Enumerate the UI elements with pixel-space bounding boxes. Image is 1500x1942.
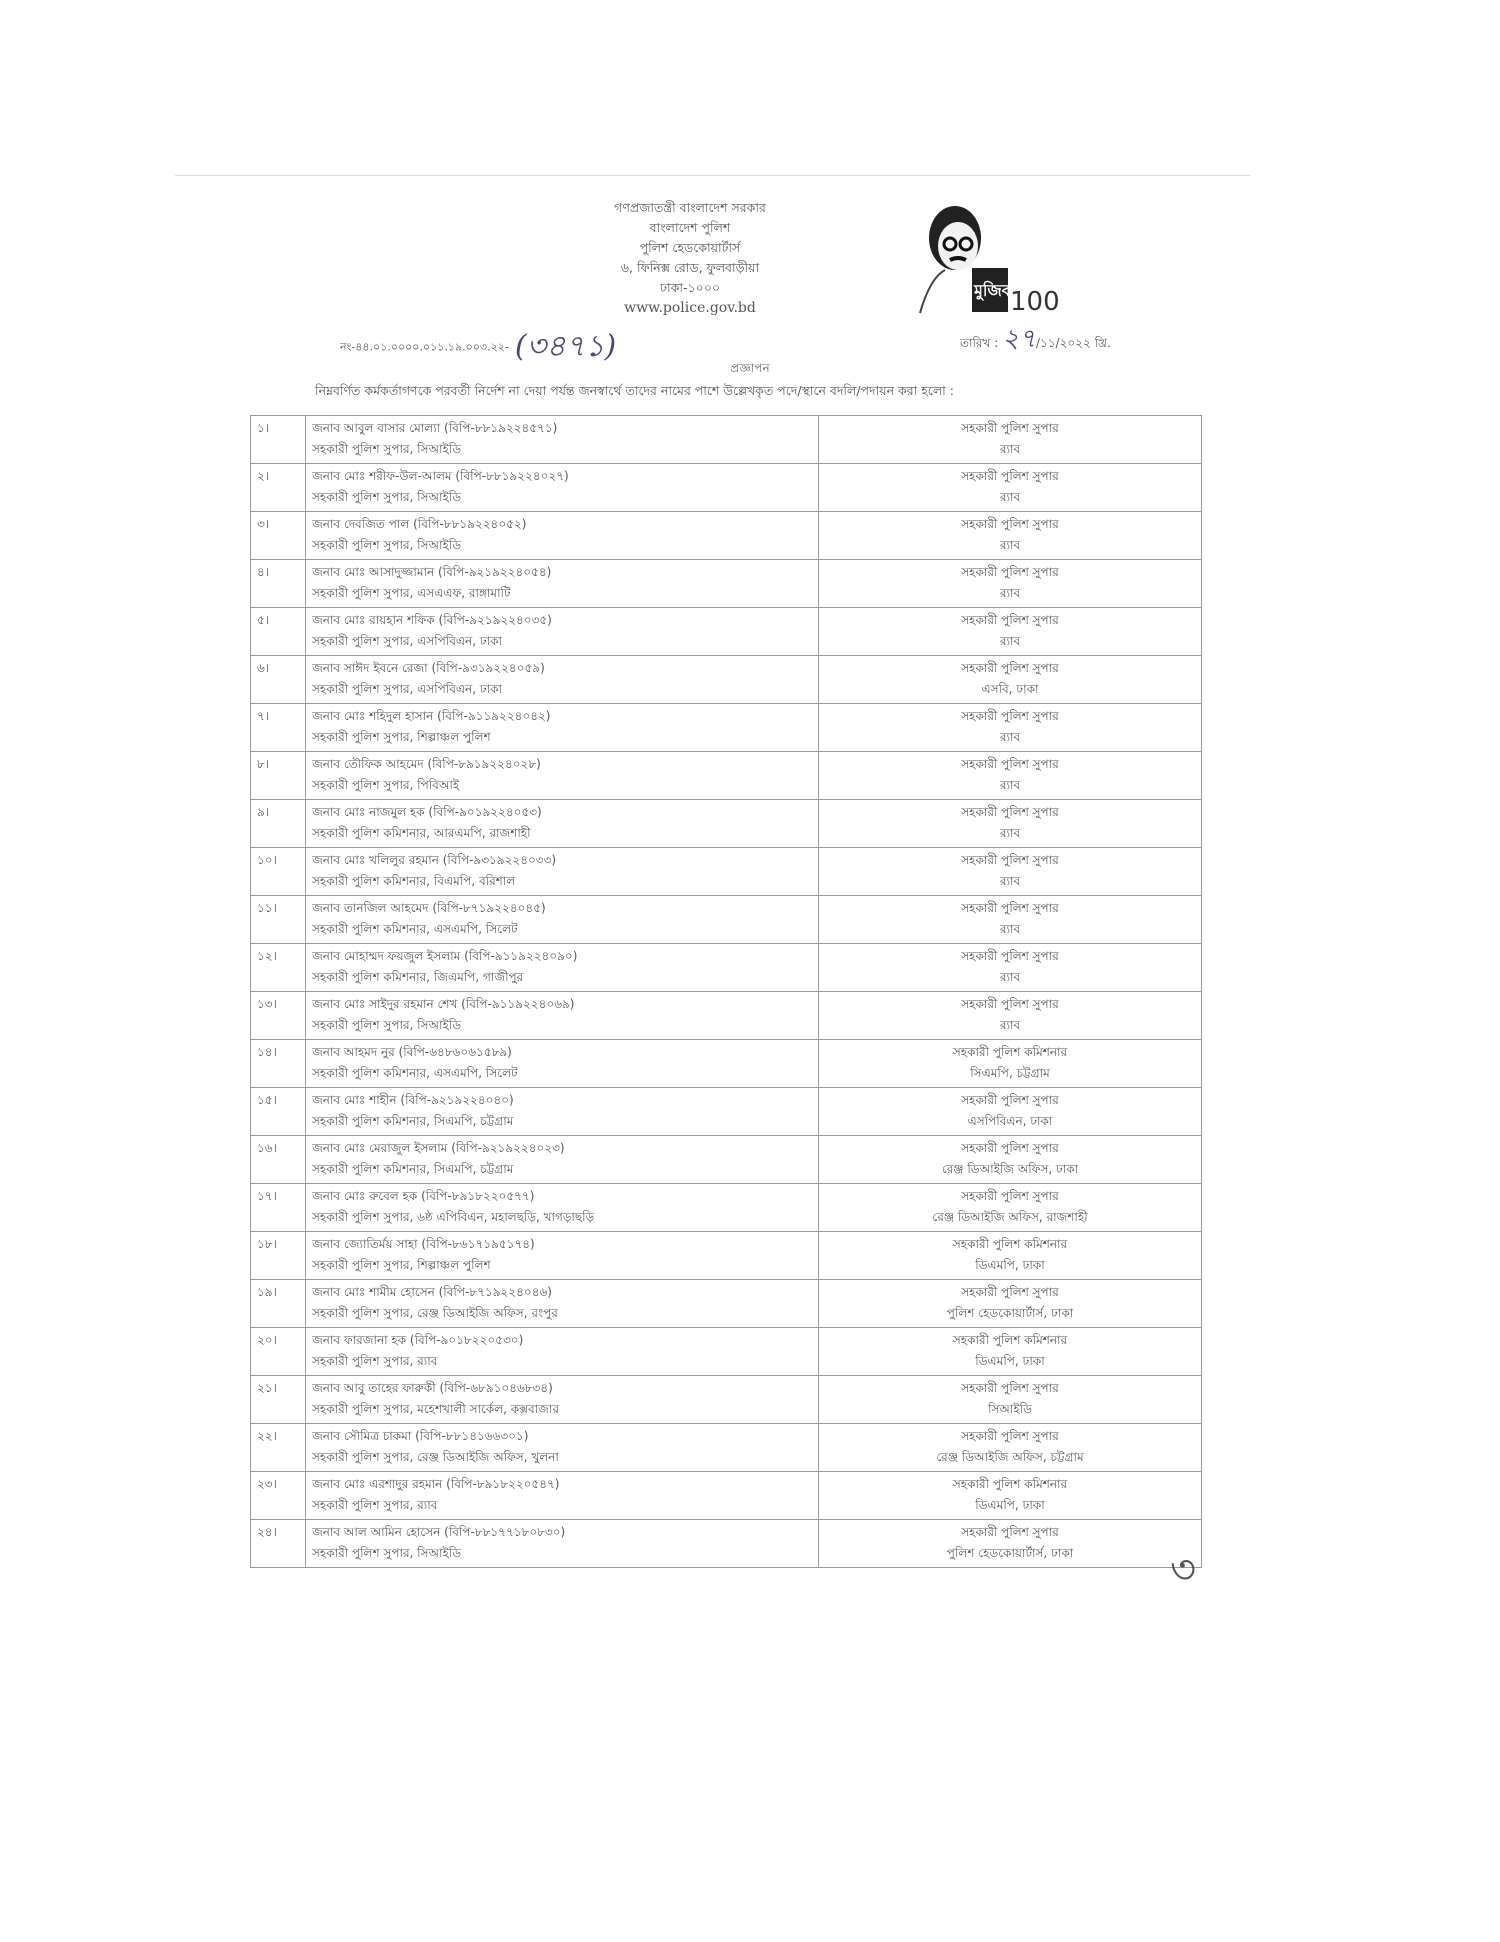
row-number-cell — [251, 800, 306, 848]
new-posting-cell — [819, 1280, 1202, 1328]
new-post: সহকারী পুলিশ সুপার — [961, 805, 1059, 819]
row-number: ২৪। — [257, 1525, 277, 1539]
officer-cell — [306, 944, 819, 992]
new-place: র‍্যাব — [999, 634, 1021, 648]
officer-name: জনাব মোঃ শামীম হোসেন (বিপি-৮৭১৯২২৪০৪৬) — [312, 1285, 552, 1299]
current-posting: সহকারী পুলিশ কমিশনার, জিএমপি, গাজীপুর — [312, 970, 524, 984]
table-row — [251, 1184, 1202, 1232]
row-number-cell — [251, 1184, 306, 1232]
row-number: ২১। — [257, 1381, 277, 1395]
new-post: সহকারী পুলিশ সুপার — [961, 1141, 1059, 1155]
new-post: সহকারী পুলিশ সুপার — [961, 997, 1059, 1011]
row-number-cell — [251, 608, 306, 656]
new-posting-cell — [819, 1232, 1202, 1280]
new-place: ডিএমপি, ঢাকা — [975, 1258, 1045, 1272]
svg-text:মুজিব: মুজিব — [974, 281, 1011, 300]
row-number: ৬। — [257, 661, 270, 675]
new-posting-cell — [819, 608, 1202, 656]
table-row — [251, 1520, 1202, 1568]
table-row — [251, 992, 1202, 1040]
officer-name: জনাব আল আমিন হোসেন (বিপি-৮৮১৭৭১৮০৮৩০) — [312, 1525, 566, 1539]
current-posting: সহকারী পুলিশ কমিশনার, সিএমপি, চট্টগ্রাম — [312, 1162, 514, 1176]
notice-title: প্রজ্ঞাপন — [730, 361, 770, 375]
officer-cell — [306, 560, 819, 608]
new-posting-cell — [819, 464, 1202, 512]
row-number: ১৭। — [257, 1189, 277, 1203]
letterhead-line: ঢাকা-১০০০ — [659, 280, 721, 295]
new-posting-cell — [819, 1088, 1202, 1136]
new-post: সহকারী পুলিশ সুপার — [961, 1285, 1059, 1299]
new-post: সহকারী পুলিশ সুপার — [961, 757, 1059, 771]
row-number-cell — [251, 944, 306, 992]
new-posting-cell — [819, 512, 1202, 560]
row-number: ২২। — [257, 1429, 277, 1443]
new-posting-cell — [819, 992, 1202, 1040]
new-posting-cell — [819, 1040, 1202, 1088]
new-post: সহকারী পুলিশ সুপার — [961, 421, 1059, 435]
officer-cell — [306, 1520, 819, 1568]
current-posting: সহকারী পুলিশ সুপার, এসএএফ, রাঙ্গামাটি — [312, 586, 511, 600]
row-number-cell — [251, 992, 306, 1040]
officer-cell — [306, 1040, 819, 1088]
row-number: ৫। — [257, 613, 270, 627]
new-post: সহকারী পুলিশ সুপার — [961, 949, 1059, 963]
new-place: এসবি, ঢাকা — [981, 682, 1039, 696]
new-place: পুলিশ হেডকোয়ার্টার্স, ঢাকা — [946, 1546, 1074, 1560]
officer-cell — [306, 1088, 819, 1136]
row-number: ১২। — [257, 949, 277, 963]
current-posting: সহকারী পুলিশ সুপার, মহেশখালী সার্কেল, কক্সবাজার — [312, 1402, 559, 1416]
new-post: সহকারী পুলিশ সুপার — [961, 1093, 1059, 1107]
officer-name: জনাব মোহাম্মদ ফয়জুল ইসলাম (বিপি-৯১১৯২২৪০৯০) — [312, 949, 578, 963]
date — [960, 318, 1111, 362]
date-label: তারিখ : — [960, 336, 999, 350]
officer-cell — [306, 1472, 819, 1520]
officer-name: জনাব মোঃ মেরাজুল ইসলাম (বিপি-৯২১৯২২৪০২৩) — [312, 1141, 565, 1155]
officer-name: জনাব মোঃ শরীফ-উল-আলম (বিপি-৮৮১৯২২৪০২৭) — [312, 469, 569, 483]
new-post: সহকারী পুলিশ সুপার — [961, 901, 1059, 915]
current-posting: সহকারী পুলিশ সুপার, শিল্পাঞ্চল পুলিশ — [312, 730, 491, 744]
date-handwritten-day: ২৭ — [1002, 324, 1036, 354]
officer-cell — [306, 464, 819, 512]
officer-name: জনাব মোঃ রায়হান শফিক (বিপি-৯২১৯২২৪০৩৫) — [312, 613, 552, 627]
row-number: ১১। — [257, 901, 277, 915]
new-post: সহকারী পুলিশ সুপার — [961, 853, 1059, 867]
officer-name: জনাব মোঃ আসাদুজ্জামান (বিপি-৯২১৯২২৪০৫৪) — [312, 565, 552, 579]
row-number: ১৯। — [257, 1285, 277, 1299]
table-row — [251, 752, 1202, 800]
new-place: র‍্যাব — [999, 778, 1021, 792]
row-number-cell — [251, 560, 306, 608]
row-number: ৩। — [257, 517, 270, 531]
new-post: সহকারী পুলিশ কমিশনার — [952, 1333, 1068, 1347]
officer-name: জনাব মোঃ রুবেল হক (বিপি-৮৯১৮২২০৫৭৭) — [312, 1189, 535, 1203]
table-row — [251, 1232, 1202, 1280]
new-posting-cell — [819, 1376, 1202, 1424]
officer-name: জনাব ফারজানা হক (বিপি-৯০১৮২২০৫৩০) — [312, 1333, 524, 1347]
row-number-cell — [251, 1280, 306, 1328]
row-number-cell — [251, 848, 306, 896]
new-posting-cell — [819, 752, 1202, 800]
new-posting-cell — [819, 800, 1202, 848]
new-posting-cell — [819, 944, 1202, 992]
new-post: সহকারী পুলিশ সুপার — [961, 613, 1059, 627]
current-posting: সহকারী পুলিশ কমিশনার, এসএমপি, সিলেট — [312, 922, 518, 936]
officer-cell — [306, 656, 819, 704]
letterhead — [560, 198, 820, 318]
table-row — [251, 512, 1202, 560]
officer-cell — [306, 1232, 819, 1280]
new-post: সহকারী পুলিশ সুপার — [961, 469, 1059, 483]
current-posting: সহকারী পুলিশ সুপার, র‍্যাব — [312, 1354, 438, 1368]
table-row — [251, 1376, 1202, 1424]
website-text: www.police.gov.bd — [624, 300, 756, 316]
table-row — [251, 800, 1202, 848]
table-row — [251, 1136, 1202, 1184]
current-posting: সহকারী পুলিশ সুপার, রেঞ্জ ডিআইজি অফিস, রংপুর — [312, 1306, 558, 1320]
officer-name: জনাব আবু তাহের ফারুকী (বিপি-৬৮৯১০৪৬৮৩৪) — [312, 1381, 553, 1395]
officer-cell — [306, 1184, 819, 1232]
officer-cell — [306, 608, 819, 656]
table-row — [251, 656, 1202, 704]
new-post: সহকারী পুলিশ সুপার — [961, 1189, 1059, 1203]
row-number: ৪। — [257, 565, 270, 579]
current-posting: সহকারী পুলিশ সুপার, সিআইডি — [312, 442, 462, 456]
row-number-cell — [251, 1088, 306, 1136]
current-posting: সহকারী পুলিশ সুপার, ৬ষ্ঠ এপিবিএন, মহালছড়ি, খাগড়াছড়ি — [312, 1210, 595, 1224]
row-number-cell — [251, 1232, 306, 1280]
letterhead-line: ৬, ফিনিক্স রোড, ফুলবাড়ীয়া — [620, 260, 760, 275]
new-place: রেঞ্জ ডিআইজি অফিস, রাজশাহী — [932, 1210, 1088, 1224]
new-place: র‍্যাব — [999, 730, 1021, 744]
new-place: র‍্যাব — [999, 442, 1021, 456]
new-post: সহকারী পুলিশ সুপার — [961, 517, 1059, 531]
officer-cell — [306, 512, 819, 560]
row-number-cell — [251, 512, 306, 560]
current-posting: সহকারী পুলিশ সুপার, এসপিবিএন, ঢাকা — [312, 634, 502, 648]
current-posting: সহকারী পুলিশ সুপার, পিবিআই — [312, 778, 460, 792]
table-row — [251, 416, 1202, 464]
row-number-cell — [251, 1520, 306, 1568]
current-posting: সহকারী পুলিশ সুপার, এসপিবিএন, ঢাকা — [312, 682, 502, 696]
table-row — [251, 848, 1202, 896]
officer-cell — [306, 848, 819, 896]
officer-cell — [306, 1424, 819, 1472]
officer-cell — [306, 1376, 819, 1424]
row-number-cell — [251, 1136, 306, 1184]
officer-cell — [306, 896, 819, 944]
new-posting-cell — [819, 656, 1202, 704]
current-posting: সহকারী পুলিশ সুপার, রেঞ্জ ডিআইজি অফিস, খুলনা — [312, 1450, 559, 1464]
officer-name: জনাব মোঃ শাহীন (বিপি-৯২১৯২২৪০৪০) — [312, 1093, 514, 1107]
officer-name: জনাব তৌফিক আহমেদ (বিপি-৮৯১৯২২৪০২৮) — [312, 757, 541, 771]
new-place: ডিএমপি, ঢাকা — [975, 1354, 1045, 1368]
officer-name: জনাব মোঃ শহিদুল হাসান (বিপি-৯১১৯২২৪০৪২) — [312, 709, 551, 723]
officer-cell — [306, 752, 819, 800]
officer-cell — [306, 1280, 819, 1328]
officer-cell — [306, 704, 819, 752]
new-post: সহকারী পুলিশ সুপার — [961, 709, 1059, 723]
row-number: ১। — [257, 421, 270, 435]
new-post: সহকারী পুলিশ কমিশনার — [952, 1045, 1068, 1059]
current-posting: সহকারী পুলিশ সুপার, সিআইডি — [312, 490, 462, 504]
new-place: রেঞ্জ ডিআইজি অফিস, ঢাকা — [941, 1162, 1079, 1176]
new-place: পুলিশ হেডকোয়ার্টার্স, ঢাকা — [946, 1306, 1074, 1320]
officer-name: জনাব মোঃ খলিলুর রহমান (বিপি-৯৩১৯২২৪০৩৩) — [312, 853, 557, 867]
new-place: র‍্যাব — [999, 922, 1021, 936]
row-number-cell — [251, 416, 306, 464]
row-number: ৭। — [257, 709, 270, 723]
new-posting-cell — [819, 1136, 1202, 1184]
officer-name: জনাব তানজিল আহমেদ (বিপি-৮৭১৯২২৪০৪৫) — [312, 901, 546, 915]
row-number-cell — [251, 1472, 306, 1520]
row-number-cell — [251, 704, 306, 752]
row-number-cell — [251, 1376, 306, 1424]
svg-text:100: 100 — [1010, 287, 1060, 317]
row-number: ৮। — [257, 757, 270, 771]
new-posting-cell — [819, 1520, 1202, 1568]
table-row — [251, 1088, 1202, 1136]
new-post: সহকারী পুলিশ সুপার — [961, 1381, 1059, 1395]
table-row — [251, 560, 1202, 608]
current-posting: সহকারী পুলিশ কমিশনার, বিএমপি, বরিশাল — [312, 874, 516, 888]
new-posting-cell — [819, 1184, 1202, 1232]
row-number: ২৩। — [257, 1477, 277, 1491]
officer-cell — [306, 1328, 819, 1376]
table-row — [251, 1472, 1202, 1520]
row-number: ১৩। — [257, 997, 277, 1011]
table-row — [251, 608, 1202, 656]
current-posting: সহকারী পুলিশ সুপার, সিআইডি — [312, 538, 462, 552]
new-posting-cell — [819, 416, 1202, 464]
new-place: র‍্যাব — [999, 970, 1021, 984]
current-posting: সহকারী পুলিশ কমিশনার, এসএমপি, সিলেট — [312, 1066, 518, 1080]
table-row — [251, 1424, 1202, 1472]
row-number-cell — [251, 656, 306, 704]
row-number-cell — [251, 1328, 306, 1376]
new-place: র‍্যাব — [999, 586, 1021, 600]
table-row — [251, 1280, 1202, 1328]
row-number-cell — [251, 1424, 306, 1472]
officer-name: জনাব সৌমিত্র চাকমা (বিপি-৮৮১৪১৬৬৩০১) — [312, 1429, 529, 1443]
new-post: সহকারী পুলিশ সুপার — [961, 661, 1059, 675]
new-post: সহকারী পুলিশ সুপার — [961, 1525, 1059, 1539]
new-place: সিএমপি, চট্টগ্রাম — [970, 1066, 1050, 1080]
current-posting: সহকারী পুলিশ কমিশনার, আরএমপি, রাজশাহী — [312, 826, 531, 840]
row-number-cell — [251, 1040, 306, 1088]
row-number: ১৫। — [257, 1093, 277, 1107]
table-row — [251, 1328, 1202, 1376]
row-number: ১৬। — [257, 1141, 277, 1155]
letterhead-line: গণপ্রজাতন্ত্রী বাংলাদেশ সরকার — [614, 200, 766, 215]
row-number: ১০। — [257, 853, 277, 867]
row-number: ৯। — [257, 805, 270, 819]
officer-name: জনাব আহমদ নুর (বিপি-৬৪৮৬০৬১৫৮৯) — [312, 1045, 512, 1059]
table-row — [251, 704, 1202, 752]
officer-name: জনাব মোঃ সাইদুর রহমান শেখ (বিপি-৯১১৯২২৪০৬৯) — [312, 997, 575, 1011]
new-posting-cell — [819, 1472, 1202, 1520]
new-place: র‍্যাব — [999, 538, 1021, 552]
notice-intro: নিম্নবর্ণিত কর্মকর্তাগণকে পরবর্তী নির্দেশ না দেয়া পর্যন্ত জনস্বার্থে তাদের নামের পাশে উল্লেখকৃত পদে/স্থানে বদলি/পদায়ন করা হলো : — [315, 383, 954, 398]
row-number-cell — [251, 464, 306, 512]
new-place: র‍্যাব — [999, 490, 1021, 504]
letterhead-line: বাংলাদেশ পুলিশ — [649, 220, 731, 235]
new-post: সহকারী পুলিশ সুপার — [961, 1429, 1059, 1443]
row-number: ২০। — [257, 1333, 277, 1347]
new-posting-cell — [819, 1424, 1202, 1472]
officer-cell — [306, 416, 819, 464]
new-post: সহকারী পুলিশ সুপার — [961, 565, 1059, 579]
new-place: এসপিবিএন, ঢাকা — [967, 1114, 1053, 1128]
table-row — [251, 1040, 1202, 1088]
officer-name: জনাব মোঃ নাজমুল হক (বিপি-৯০১৯২২৪০৫৩) — [312, 805, 542, 819]
new-posting-cell — [819, 896, 1202, 944]
officer-name: জনাব আবুল বাসার মোল্যা (বিপি-৮৮১৯২২৪৫৭১) — [312, 421, 558, 435]
page-mark: ৩ — [1170, 1547, 1197, 1593]
new-post: সহকারী পুলিশ কমিশনার — [952, 1237, 1068, 1251]
new-place: সিআইডি — [988, 1402, 1032, 1416]
new-place: র‍্যাব — [999, 826, 1021, 840]
new-place: র‍্যাব — [999, 1018, 1021, 1032]
officer-cell — [306, 992, 819, 1040]
transfer-table — [250, 415, 1202, 1568]
memo-number-text: নং-৪৪.০১.০০০০.০১১.১৯.০০৩.২২- — [340, 340, 509, 354]
top-divider — [175, 175, 1250, 176]
table-row — [251, 944, 1202, 992]
current-posting: সহকারী পুলিশ কমিশনার, সিএমপি, চট্টগ্রাম — [312, 1114, 514, 1128]
new-place: র‍্যাব — [999, 874, 1021, 888]
current-posting: সহকারী পুলিশ সুপার, র‍্যাব — [312, 1498, 438, 1512]
new-post: সহকারী পুলিশ কমিশনার — [952, 1477, 1068, 1491]
current-posting: সহকারী পুলিশ সুপার, শিল্পাঞ্চল পুলিশ — [312, 1258, 491, 1272]
current-posting: সহকারী পুলিশ সুপার, সিআইডি — [312, 1546, 462, 1560]
new-place: ডিএমপি, ঢাকা — [975, 1498, 1045, 1512]
new-posting-cell — [819, 704, 1202, 752]
new-posting-cell — [819, 560, 1202, 608]
officer-name: জনাব মোঃ এরশাদুর রহমান (বিপি-৮৯১৮২২০৫৪৭) — [312, 1477, 560, 1491]
row-number: ১৪। — [257, 1045, 277, 1059]
new-posting-cell — [819, 848, 1202, 896]
memo-handwritten-number: (৩৪৭১) — [514, 329, 617, 364]
current-posting: সহকারী পুলিশ সুপার, সিআইডি — [312, 1018, 462, 1032]
officer-name: জনাব দেবজিত পাল (বিপি-৮৮১৯২২৪০৫২) — [312, 517, 527, 531]
table-row — [251, 464, 1202, 512]
mujib-100-logo — [900, 198, 1070, 318]
officer-cell — [306, 800, 819, 848]
row-number-cell — [251, 896, 306, 944]
new-posting-cell — [819, 1328, 1202, 1376]
date-rest: /১১/২০২২ খ্রি. — [1035, 336, 1111, 350]
row-number: ২। — [257, 469, 270, 483]
officer-name: জনাব জ্যোতির্ময় সাহা (বিপি-৮৬১৭১৯৫১৭৪) — [312, 1237, 535, 1251]
new-place: রেঞ্জ ডিআইজি অফিস, চট্টগ্রাম — [936, 1450, 1084, 1464]
table-row — [251, 896, 1202, 944]
row-number: ১৮। — [257, 1237, 277, 1251]
officer-name: জনাব সাঈদ ইবনে রেজা (বিপি-৯৩১৯২২৪০৫৯) — [312, 661, 545, 675]
letterhead-line: পুলিশ হেডকোয়ার্টার্স — [639, 240, 741, 255]
officer-cell — [306, 1136, 819, 1184]
row-number-cell — [251, 752, 306, 800]
